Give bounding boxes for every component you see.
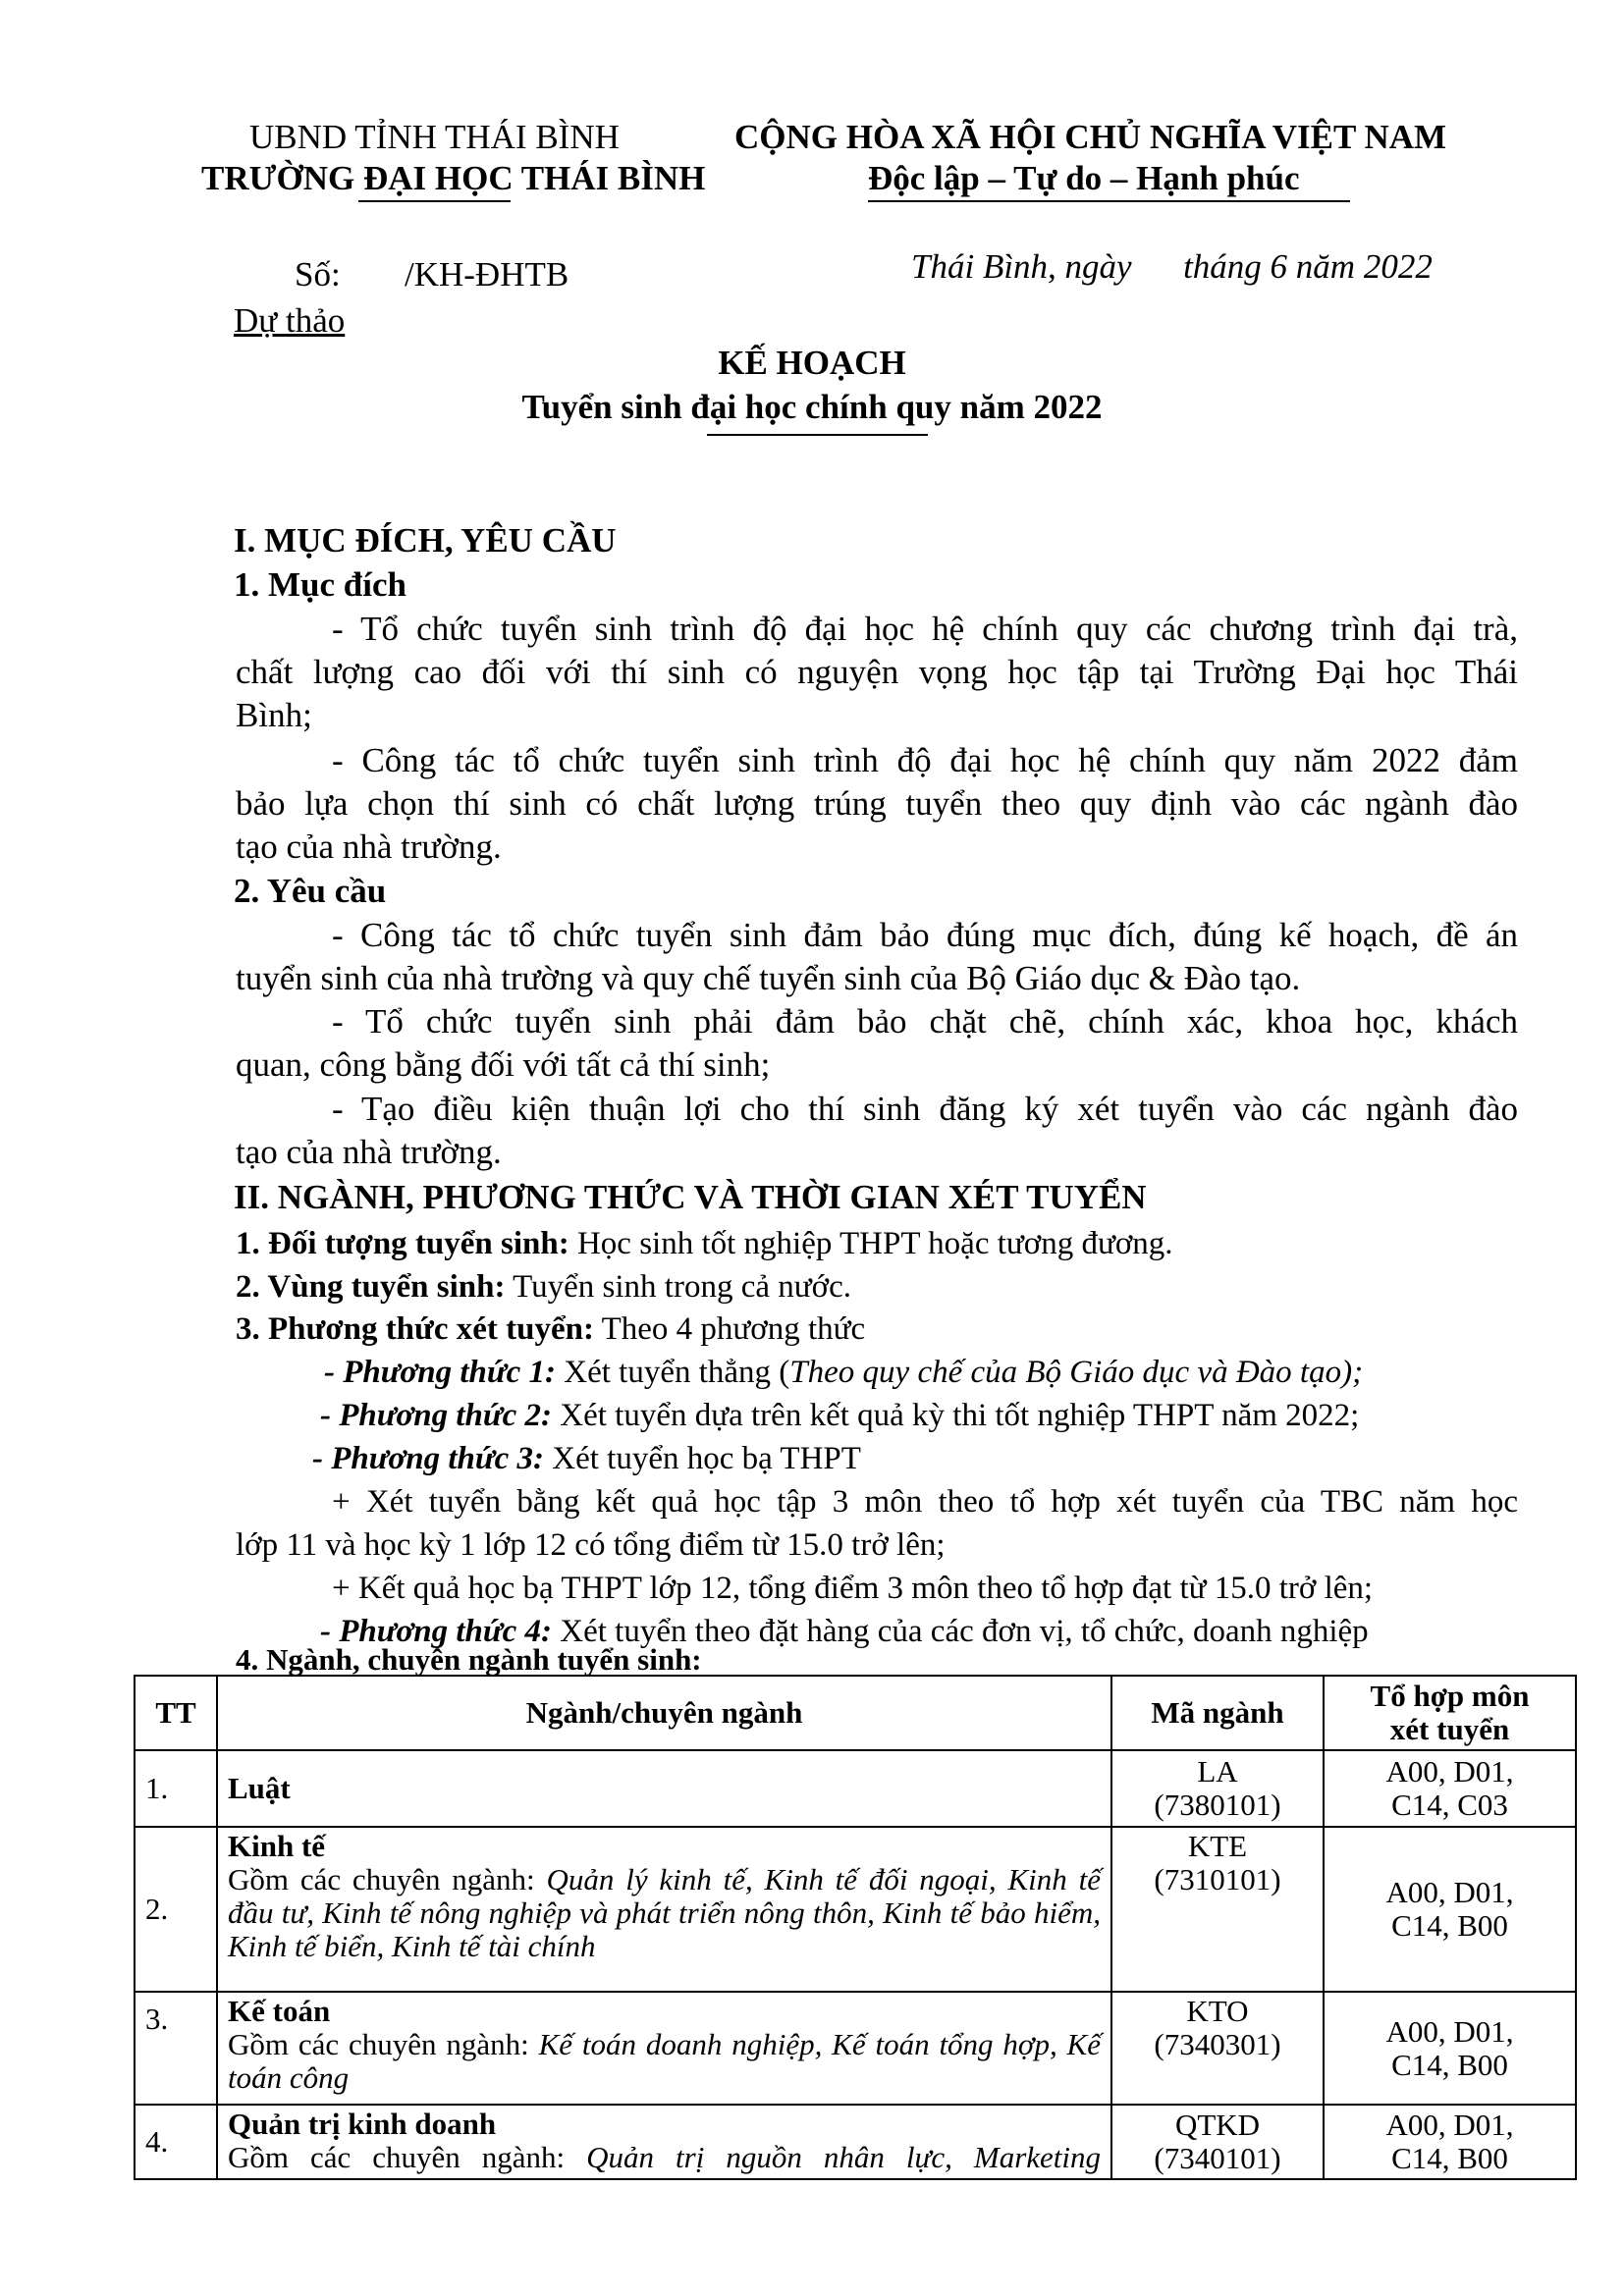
doc-title: KẾ HOẠCH: [718, 344, 906, 382]
doc-date: Thái Bình, ngày tháng 6 năm 2022: [911, 247, 1433, 286]
purpose-paragraph-1: - Tổ chức tuyển sinh trình độ đại học hệ chính quy các chương trình đại trà, chất lượng cao đối với thí sinh có nguyện vọng học tập tại Trường Đại học Thái Bình;: [236, 610, 1518, 734]
region-item: [236, 1265, 851, 1308]
table-row: [135, 1827, 1576, 1992]
eligibility-item: [236, 1222, 1173, 1265]
major-code: [1111, 1827, 1324, 1992]
school-name: TRƯỜNG ĐẠI HỌC THÁI BÌNH: [201, 159, 706, 197]
method-2: [320, 1394, 1359, 1437]
major-code-short: KTE: [1187, 1829, 1248, 1863]
major-name: Kế toán: [228, 1994, 331, 2028]
major-specializations: [228, 2028, 1101, 2095]
majors-heading: 4. Ngành, chuyên ngành tuyển sinh:: [236, 1642, 702, 1677]
purpose-paragraph-2: - Công tác tổ chức tuyển sinh trình độ đại học hệ chính quy năm 2022 đảm bảo lựa chọn thí sinh có chất lượng trúng tuyển theo quy định vào các ngành đào tạo của nhà trường.: [236, 741, 1518, 866]
specializations-prefix: Gồm các chuyên ngành:: [228, 2140, 587, 2174]
requirement-paragraph-3: - Tạo điều kiện thuận lợi cho thí sinh đăng ký xét tuyển vào các ngành đào tạo của nhà trường.: [236, 1090, 1518, 1171]
specializations-prefix: Gồm các chuyên ngành:: [228, 2027, 539, 2061]
major-code-short: KTO: [1186, 1994, 1249, 2028]
motto-underline: [868, 200, 1350, 202]
major-code-short: LA: [1197, 1754, 1238, 1789]
section-1-heading: I. MỤC ĐÍCH, YÊU CẦU: [234, 521, 617, 560]
purpose-heading: 1. Mục đích: [234, 565, 406, 604]
methods-text: Theo 4 phương thức: [593, 1311, 866, 1347]
major-name: Kinh tế: [228, 1829, 326, 1863]
major-code-short: QTKD: [1174, 2108, 1261, 2142]
major-specializations: [228, 2141, 1101, 2174]
specializations-list: Quản trị nguồn nhân lực, Marketing: [586, 2140, 1102, 2174]
doc-number-label: Số:: [295, 255, 341, 294]
method-3-criterion-2: + Kết quả học bạ THPT lớp 12, tổng điểm 3 môn theo tổ hợp đạt từ 15.0 trở lên;: [332, 1571, 1374, 1606]
row-number: 1.: [135, 1750, 217, 1827]
major-cell: [217, 1827, 1111, 1992]
doc-number-code: /KH-ĐHTB: [405, 255, 569, 294]
major-code: [1111, 1750, 1324, 1827]
eligibility-text: Học sinh tốt nghiệp THPT hoặc tương đương.: [568, 1226, 1173, 1261]
school-name-underline: [358, 200, 511, 202]
method-3-text: Xét tuyển học bạ THPT: [544, 1441, 861, 1476]
method-2-text: Xét tuyển dựa trên kết quả kỳ thi tốt nghiệp THPT năm 2022;: [552, 1398, 1360, 1433]
majors-table: [134, 1675, 1577, 2180]
major-name: Luật: [217, 1750, 1111, 1827]
major-combo: A00, D01, C14, B00: [1324, 2105, 1576, 2179]
major-combo: A00, D01, C14, B00: [1324, 1992, 1576, 2105]
requirement-paragraph-2: - Tổ chức tuyển sinh phải đảm bảo chặt chẽ, chính xác, khoa học, khách quan, công bằng đối với tất cả thí sinh;: [236, 1002, 1518, 1084]
method-3: [312, 1437, 861, 1480]
table-row: [135, 1750, 1576, 1827]
method-1-text: Xét tuyển thẳng (: [556, 1355, 790, 1390]
header-major: Ngành/chuyên ngành: [217, 1676, 1111, 1750]
method-2-label: - Phương thức 2:: [320, 1398, 553, 1433]
major-combo: A00, D01, C14, B00: [1324, 1827, 1576, 1992]
method-3-label: - Phương thức 3:: [312, 1441, 545, 1476]
specializations-list: Quản lý kinh tế, Kinh tế đối ngoại, Kinh tế đầu tư, Kinh tế nông nghiệp và phát triển nông thôn, Kinh tế bảo hiểm, Kinh tế biển, Kinh tế tài chính: [228, 1862, 1101, 1963]
draft-label: Dự thảo: [234, 301, 346, 340]
header-tt: TT: [135, 1676, 217, 1750]
major-name: Quản trị kinh doanh: [228, 2107, 497, 2141]
header-code: Mã ngành: [1111, 1676, 1324, 1750]
method-4-label: - Phương thức 4:: [320, 1614, 553, 1649]
methods-item: [236, 1308, 865, 1351]
major-code-number: (7310101): [1154, 1862, 1281, 1896]
eligibility-label: 1. Đối tượng tuyển sinh:: [236, 1226, 569, 1261]
table-row: [135, 1992, 1576, 2105]
method-3-criterion-1: + Xét tuyển bằng kết quả học tập 3 môn theo tổ hợp xét tuyển của TBC năm học lớp 11 và học kỳ 1 lớp 12 có tổng điểm từ 15.0 trở lên;: [236, 1484, 1518, 1563]
region-label: 2. Vùng tuyển sinh:: [236, 1269, 506, 1305]
national-title: CỘNG HÒA XÃ HỘI CHỦ NGHĨA VIỆT NAM: [734, 118, 1447, 156]
method-4-text: Xét tuyển theo đặt hàng của các đơn vị, tổ chức, doanh nghiệp: [552, 1614, 1369, 1649]
requirement-heading: 2. Yêu cầu: [234, 872, 387, 910]
row-number: 2.: [135, 1827, 217, 1992]
table-row: [135, 2105, 1576, 2179]
region-text: Tuyển sinh trong cả nước.: [505, 1269, 851, 1305]
subtitle-underline: [707, 434, 928, 436]
national-motto: Độc lập – Tự do – Hạnh phúc: [868, 159, 1300, 197]
row-number: 4.: [135, 2105, 217, 2179]
methods-label: 3. Phương thức xét tuyển:: [236, 1311, 594, 1347]
method-1: [324, 1351, 1363, 1394]
major-cell: [217, 2105, 1111, 2179]
method-1-note: Theo quy chế của Bộ Giáo dục và Đào tạo);: [789, 1355, 1364, 1390]
major-code-number: (7340301): [1154, 2027, 1281, 2061]
specializations-list: Kế toán doanh nghiệp, Kế toán tổng hợp, Kế toán công: [228, 2027, 1101, 2095]
major-specializations: [228, 1863, 1101, 1963]
specializations-prefix: Gồm các chuyên ngành:: [228, 1862, 547, 1896]
doc-subtitle: Tuyển sinh đại học chính quy năm 2022: [521, 388, 1103, 426]
major-combo: A00, D01, C14, C03: [1324, 1750, 1576, 1827]
major-code: [1111, 2105, 1324, 2179]
major-code-number: (7380101): [1154, 1788, 1281, 1822]
major-code: [1111, 1992, 1324, 2105]
section-2-heading: II. NGÀNH, PHƯƠNG THỨC VÀ THỜI GIAN XÉT TUYỂN: [234, 1178, 1147, 1216]
row-number: 3.: [135, 1992, 217, 2105]
major-code-number: (7340101): [1154, 2141, 1281, 2175]
header-combo: Tổ hợp môn xét tuyển: [1324, 1676, 1576, 1750]
major-cell: [217, 1992, 1111, 2105]
requirement-paragraph-1: - Công tác tổ chức tuyển sinh đảm bảo đúng mục đích, đúng kế hoạch, đề án tuyển sinh của nhà trường và quy chế tuyển sinh của Bộ Giáo dục & Đào tạo.: [236, 916, 1518, 997]
agency-name: UBND TỈNH THÁI BÌNH: [249, 118, 620, 156]
table-header-row: [135, 1676, 1576, 1750]
method-1-label: - Phương thức 1:: [324, 1355, 557, 1390]
